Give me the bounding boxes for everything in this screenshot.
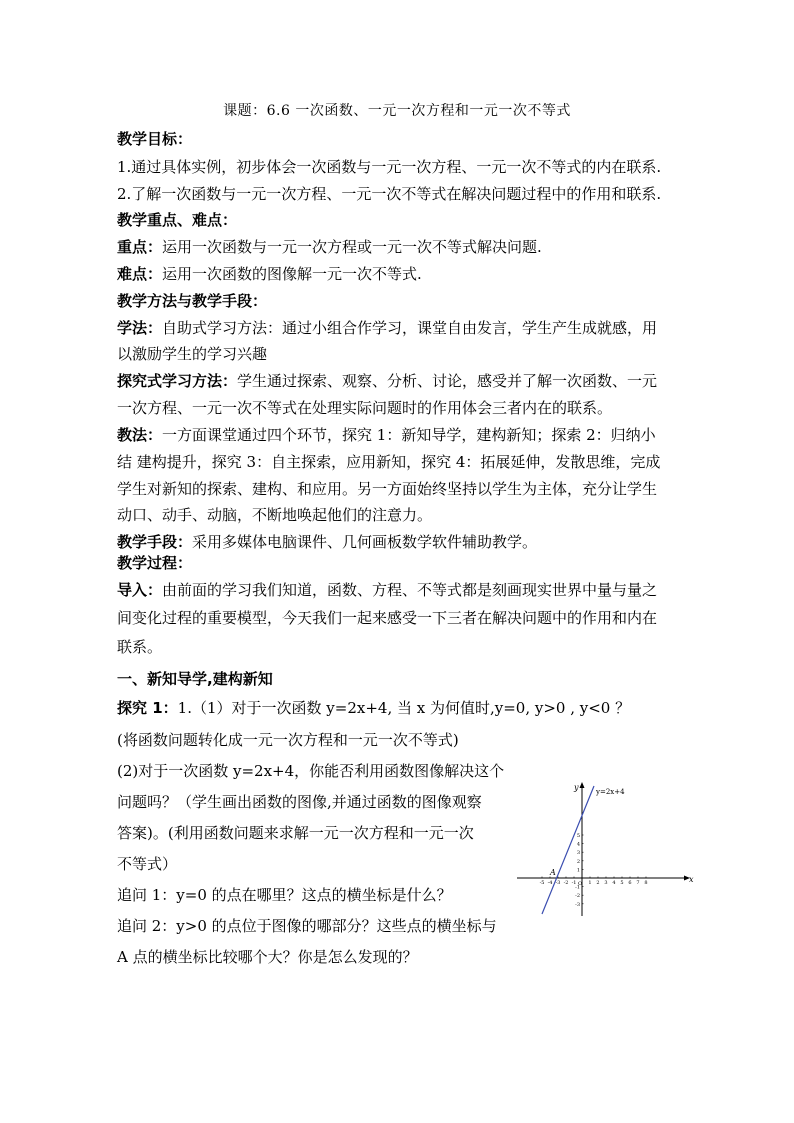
- y-tick-label: 2: [576, 858, 580, 865]
- teach-text-1: 一方面课堂通过四个环节，探究 1：新知导学，建构新知；探索 2：归纳小: [162, 426, 656, 444]
- function-label: y=2x+4: [596, 788, 625, 796]
- teaching-means: [117, 531, 537, 552]
- origin-label: O: [578, 881, 583, 887]
- point-a-label: A: [550, 868, 556, 877]
- section1-heading: 一、新知导学,建构新知: [117, 670, 273, 688]
- y-tick-label: 1: [576, 867, 580, 874]
- explore1-hint: (将函数问题转化成一元一次方程和一元一次不等式): [117, 731, 459, 749]
- x-tick-label: 3: [604, 880, 608, 886]
- study-method-line-1: [117, 317, 657, 338]
- x-tick-label: -1: [571, 880, 577, 886]
- y-axis-arrow-icon: [580, 782, 585, 788]
- study-text-1: 自助式学习方法：通过小组合作学习，课堂自由发言，学生产生成就感，用: [162, 319, 658, 337]
- study-text-2: 以激励学生的学习兴趣: [117, 345, 268, 363]
- follow-up-1: 追问 1：y=0 的点在哪里？这点的横坐标是什么？: [117, 886, 452, 904]
- explore-label: 探究式学习方法：: [117, 372, 238, 390]
- x-tick-label: 4: [612, 880, 616, 886]
- y-tick-label: 4: [576, 841, 580, 848]
- methods-heading: 教学方法与教学手段：: [117, 292, 268, 310]
- intro-label: 导入：: [117, 581, 163, 599]
- follow-up-2-line-2: A 点的横坐标比较哪个大？你是怎么发现的？: [117, 948, 418, 966]
- intro-text-1: 由前面的学习我们知道，函数、方程、不等式都是刻画现实世界中量与量之: [162, 581, 658, 599]
- teach-text-3: 学生对新知的探索、建构、和应用。另一方面始终坚持以学生为主体，充分让学生: [117, 480, 658, 498]
- lesson-title: 课题：6.6 一次函数、一元一次方程和一元一次不等式: [223, 103, 571, 119]
- x-tick-label: -5: [539, 880, 545, 886]
- goals-heading: 教学目标：: [117, 130, 193, 148]
- means-text: 采用多媒体电脑课件、几何画板数学软件辅助教学。: [192, 533, 538, 551]
- x-axis-label: x: [689, 875, 694, 884]
- teach-label: 教法：: [117, 426, 163, 444]
- key-text: 运用一次函数与一元一次方程或一元一次不等式解决问题.: [162, 238, 542, 256]
- goal-item-2: 2.了解一次函数与一元一次方程、一元一次不等式在解决问题过程中的作用和联系.: [117, 185, 662, 203]
- x-tick-label: 1: [588, 880, 592, 886]
- x-tick-label: -2: [563, 880, 569, 886]
- y-tick-label: -3: [575, 901, 580, 908]
- difficult-label: 难点：: [117, 265, 163, 283]
- key-label: 重点：: [117, 238, 163, 256]
- keypoints-heading: 教学重点、难点：: [117, 211, 238, 229]
- difficult-text: 运用一次函数的图像解一元一次不等式.: [162, 265, 422, 283]
- difficult-point: [117, 263, 422, 284]
- explore-text-1: 学生通过探索、观察、分析、讨论，感受并了解一次函数、一元: [237, 372, 658, 390]
- question2-line-1: (2)对于一次函数 y=2x+4，你能否利用函数图像解决这个: [117, 762, 505, 780]
- intro-text-3: 联系。: [117, 638, 163, 656]
- study-label: 学法：: [117, 319, 163, 337]
- x-tick-label: 6: [628, 880, 632, 886]
- y-axis-label: y: [574, 783, 579, 792]
- y-tick-label: -1: [575, 884, 580, 891]
- explore-text-2: 一次方程、一元一次不等式在处理实际问题时的作用体会三者内在的联系。: [117, 399, 613, 417]
- x-tick-label: -3: [555, 880, 561, 886]
- explore-method-line-1: [117, 370, 657, 391]
- means-label: 教学手段：: [117, 533, 193, 551]
- explore1-text: 1.（1）对于一次函数 y=2x+4, 当 x 为何值时,y=0, y>0 , y<0 ？: [177, 699, 631, 717]
- process-heading: 教学过程：: [117, 554, 193, 572]
- goal-item-1: 1.通过具体实例，初步体会一次函数与一元一次方程、一元一次不等式的内在联系.: [117, 158, 662, 176]
- question2-line-4: 不等式）: [117, 855, 178, 873]
- teach-method-line-1: [117, 424, 656, 445]
- key-point: [117, 236, 542, 257]
- x-tick-label: 2: [596, 880, 600, 886]
- explore1-question: [117, 697, 630, 718]
- y-tick-label: -2: [575, 893, 580, 900]
- x-tick-label: 7: [636, 880, 640, 886]
- function-graph: [512, 778, 697, 918]
- y-tick-label: 3: [576, 850, 580, 857]
- y-tick-label: 5: [576, 833, 580, 839]
- x-tick-label: 5: [620, 880, 624, 886]
- x-tick-label: 8: [644, 880, 648, 886]
- intro-text-2: 间变化过程的重要模型，今天我们一起来感受一下三者在解决问题中的作用和内在: [117, 609, 658, 627]
- question2-line-3: 答案)。(利用函数问题来求解一元一次方程和一元一次: [117, 824, 474, 842]
- explore1-label: 探究 1：: [117, 699, 178, 717]
- intro-line-1: [117, 579, 657, 600]
- function-line: [539, 786, 594, 914]
- question2-line-2: 问题吗？（学生画出函数的图像,并通过函数的图像观察: [117, 793, 482, 811]
- teach-text-4: 动口、动手、动脑，不断地唤起他们的注意力。: [117, 506, 433, 524]
- follow-up-2-line-1: 追问 2：y>0 的点位于图像的哪部分？这些点的横坐标与: [117, 917, 497, 935]
- teach-text-2: 结 建构提升，探究 3：自主探索，应用新知，探究 4：拓展延伸，发散思维，完成: [117, 453, 661, 471]
- x-tick-label: -4: [547, 880, 553, 886]
